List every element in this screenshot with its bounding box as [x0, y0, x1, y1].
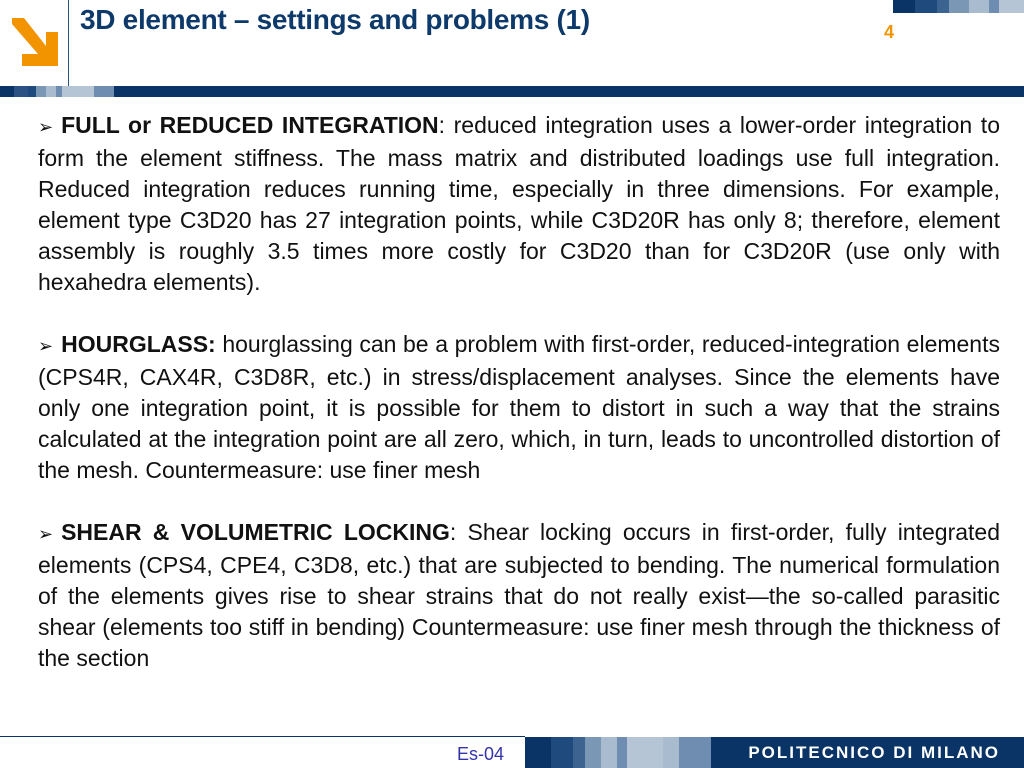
logo-arrow-icon [12, 18, 62, 68]
top-stripes [893, 0, 1024, 13]
bullet-heading: SHEAR & VOLUMETRIC LOCKING [61, 519, 450, 545]
slide-body [38, 110, 1000, 705]
arrow-bullet-icon: ➢ [38, 117, 54, 137]
slide-title: 3D element – settings and problems (1) [80, 4, 590, 35]
header-divider [68, 0, 69, 86]
bullet-heading: HOURGLASS: [61, 331, 216, 357]
bullet-hourglass [38, 329, 1000, 486]
bullet-heading: FULL or REDUCED INTEGRATION [61, 112, 439, 138]
bullet-full-reduced-integration [38, 110, 1000, 298]
bullet-text: hourglassing can be a problem with first-order, reduced-integration elements (CPS4R, CAX4R, C3D8R, etc.) in stress/displacement analyses. Since the elements have only one integration point, it is possible for them to distort in such a way that the strains calculated at the integration point are all zero, which, in turn, leads to uncontrolled distortion of the mesh. Countermeasure: use finer mesh [38, 331, 1000, 483]
arrow-bullet-icon: ➢ [38, 524, 54, 544]
footer-line [0, 736, 525, 737]
bullet-text: : reduced integration uses a lower-order integration to form the element stiffness. The mass matrix and distributed loadings use full integration. Reduced integration reduces running time, especially in three dimensions. For example, element type C3D20 has 27 integration points, while C3D20R has only 8; therefore, element assembly is roughly 3.5 times more costly for C3D20 than for C3D20R (use only with hexahedra elements). [38, 112, 1000, 295]
slide-code: Es-04 [457, 744, 505, 764]
header-bar [0, 86, 1024, 97]
arrow-bullet-icon: ➢ [38, 336, 54, 356]
bullet-text: : Shear locking occurs in first-order, fully integrated elements (CPS4, CPE4, C3D8, etc.) that are subjected to bending. The numerical formulation of the elements gives rise to shear strains that do not really exist—the so-called parasitic shear (elements too stiff in bending) Countermeasure: use finer mesh through the thickness of the section [38, 519, 1000, 671]
bullet-shear-locking [38, 517, 1000, 674]
footer-bar [525, 737, 1024, 768]
institution-name: POLITECNICO DI MILANO [748, 743, 1000, 762]
page-number: 4 [884, 22, 895, 42]
